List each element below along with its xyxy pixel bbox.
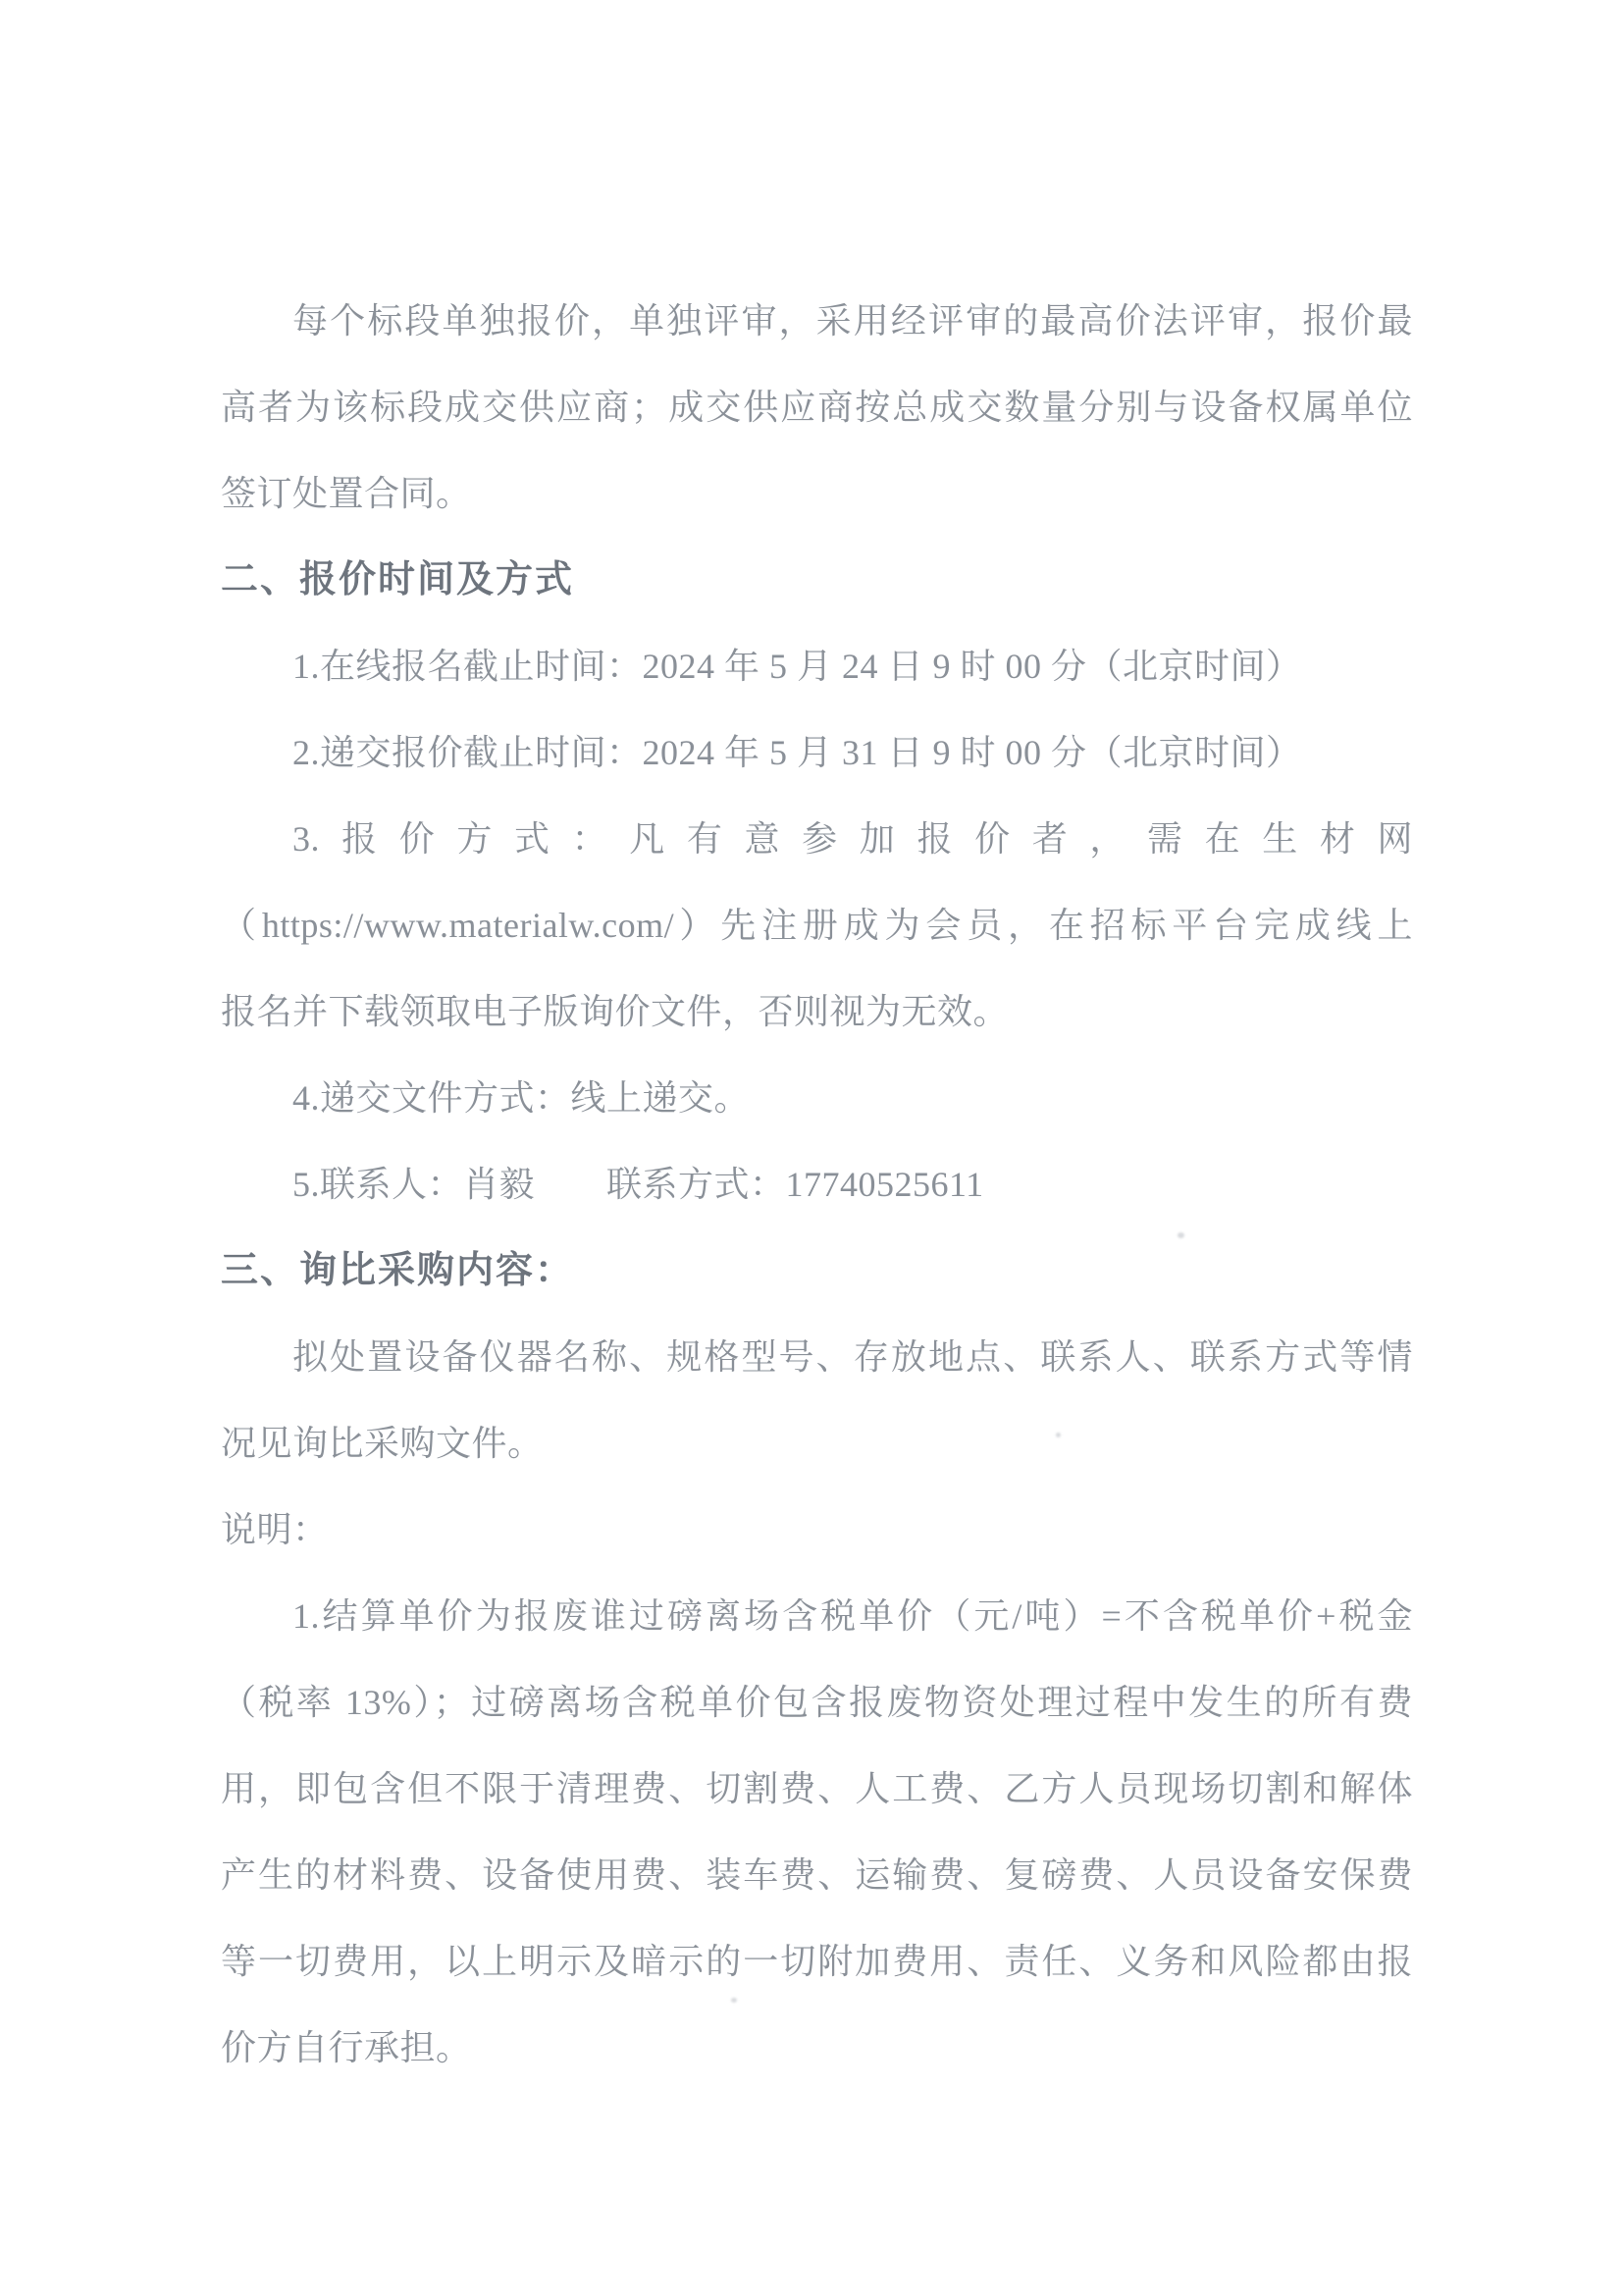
item-1-online-signup-deadline: 1.在线报名截止时间：2024 年 5 月 24 日 9 时 00 分（北京时间） — [292, 647, 1302, 686]
para-2-line-2: 况见询比采购文件。 — [221, 1424, 544, 1463]
scan-speck — [1178, 1232, 1184, 1238]
para-1-line-1: 每个标段单独报价，单独评审，采用经评审的最高价法评审，报价最 — [292, 301, 1413, 340]
item-3-quote-method-line-2: （https://www.materialw.com/）先注册成为会员，在招标平台完成线上 — [221, 906, 1413, 945]
item-4-delivery-method: 4.递交文件方式：线上递交。 — [292, 1078, 751, 1118]
item-3-quote-method-line-1: 3.报价方式：凡有意参加报价者，需在生材网 — [292, 819, 1413, 859]
section-2-heading: 二、报价时间及方式 — [221, 559, 575, 600]
note-label: 说明： — [221, 1510, 329, 1549]
item-3-quote-method-line-3: 报名并下载领取电子版询价文件，否则视为无效。 — [221, 992, 1010, 1031]
para-2-line-1: 拟处置设备仪器名称、规格型号、存放地点、联系人、联系方式等情 — [292, 1337, 1413, 1377]
note-1-line-2: （税率 13%）；过磅离场含税单价包含报废物资处理过程中发生的所有费 — [221, 1683, 1413, 1722]
note-1-line-6: 价方自行承担。 — [221, 2028, 472, 2067]
section-3-heading: 三、询比采购内容： — [221, 1250, 575, 1291]
note-1-line-3: 用，即包含但不限于清理费、切割费、人工费、乙方人员现场切割和解体 — [221, 1769, 1413, 1808]
para-1-line-2: 高者为该标段成交供应商；成交供应商按总成交数量分别与设备权属单位 — [221, 388, 1413, 427]
document-body — [221, 278, 1413, 2091]
scan-speck — [731, 1998, 737, 2003]
note-1-line-4: 产生的材料费、设备使用费、装车费、运输费、复磅费、人员设备安保费 — [221, 1855, 1413, 1895]
scan-speck — [1056, 1433, 1061, 1437]
item-2-quote-deadline: 2.递交报价截止时间：2024 年 5 月 31 日 9 时 00 分（北京时间） — [292, 733, 1302, 772]
note-1-line-1: 1.结算单价为报废谁过磅离场含税单价（元/吨）=不含税单价+税金 — [292, 1596, 1413, 1636]
item-5-contact: 5.联系人：肖毅 联系方式：17740525611 — [292, 1165, 984, 1204]
para-1-line-3: 签订处置合同。 — [221, 474, 472, 513]
note-1-line-5: 等一切费用，以上明示及暗示的一切附加费用、责任、义务和风险都由报 — [221, 1942, 1413, 1981]
